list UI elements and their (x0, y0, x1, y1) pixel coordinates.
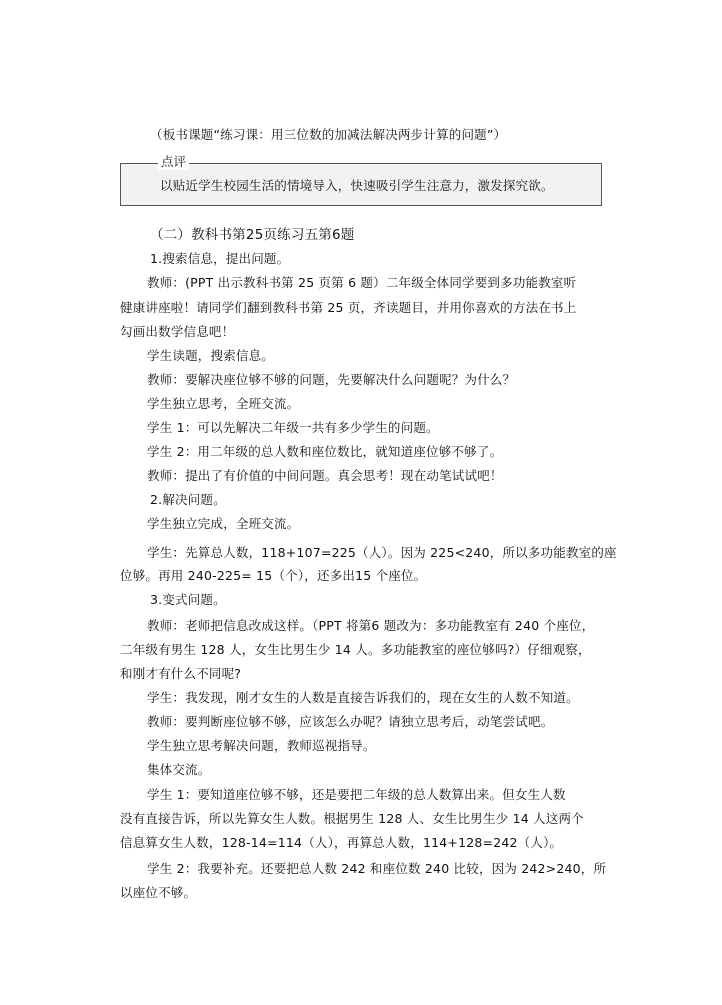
paragraph-line: 教师：(PPT 出示教科书第 25 页第 6 题）二年级全体同学要到多功能教室听 (147, 275, 577, 290)
paragraph-line: 以座位不够。 (120, 885, 197, 900)
paragraph-line: 没有直接告诉，所以先算女生人数。根据男生 128 人、女生比男生少 14 人这两个 (120, 811, 584, 826)
paragraph-line: 信息算女生人数，128-14=114（人），再算总人数，114+128=242（人）。 (120, 835, 563, 850)
paragraph-line: 教师：要判断座位够不够，应该怎么办呢？请独立思考后，动笔尝试吧。 (147, 714, 554, 729)
paragraph-line: 健康讲座啦！请同学们翻到教科书第 25 页，齐读题目，并用你喜欢的方法在书上 (120, 300, 577, 315)
paragraph-line: 学生独立完成，全班交流。 (147, 516, 300, 531)
paragraph-line: 学生 2：用二年级的总人数和座位数比，就知道座位够不够了。 (147, 444, 503, 459)
step-heading: 1.搜索信息，提出问题。 (150, 251, 290, 266)
step-heading: 2.解决问题。 (150, 492, 226, 507)
comment-text: 以贴近学生校园生活的情境导入，快速吸引学生注意力，激发探究欲。 (160, 178, 554, 193)
paragraph-line: 教师：要解决座位够不够的问题，先要解决什么问题呢？为什么？ (147, 372, 516, 387)
step-heading: 3.变式问题。 (150, 592, 226, 607)
paragraph-line: 学生读题，搜索信息。 (147, 348, 275, 363)
comment-tag: 点评 (158, 154, 189, 170)
paragraph-line: 学生 1：可以先解决二年级一共有多少学生的问题。 (147, 420, 439, 435)
paragraph-line: 教师：老师把信息改成这样。（PPT 将第6 题改为：多功能教室有 240 个座位， (147, 618, 595, 633)
paragraph-line: 学生 2：我要补充。还要把总人数 242 和座位数 240 比较，因为 242>240，所 (147, 861, 607, 876)
paragraph-line: 和刚才有什么不同呢? (120, 666, 242, 681)
board-title: （板书课题“练习课：用三位数的加减法解决两步计算的问题”） (150, 127, 507, 142)
paragraph-line: 二年级有男生 128 人，女生比男生少 14 人。多功能教室的座位够吗?）仔细观察， (120, 642, 591, 657)
paragraph-line: 勾画出数学信息吧！ (120, 324, 235, 339)
paragraph-line: 位够。再用 240-225= 15（个），还多出15 个座位。 (120, 568, 427, 583)
paragraph-line: 学生独立思考，全班交流。 (147, 396, 300, 411)
paragraph-line: 学生独立思考解决问题，教师巡视指导。 (147, 738, 376, 753)
paragraph-line: 学生 1：要知道座位够不够，还是要把二年级的总人数算出来。但女生人数 (147, 787, 566, 802)
section-heading: （二）教科书第25页练习五第6题 (150, 227, 355, 243)
paragraph-line: 学生：我发现，刚才女生的人数是直接告诉我们的，现在女生的人数不知道。 (147, 690, 579, 705)
paragraph-line: 集体交流。 (147, 762, 211, 777)
paragraph-line: 学生：先算总人数，118+107=225（人）。因为 225<240，所以多功能教室的座 (147, 545, 617, 560)
paragraph-line: 教师：提出了有价值的中间问题。真会思考！现在动笔试试吧！ (147, 468, 503, 483)
